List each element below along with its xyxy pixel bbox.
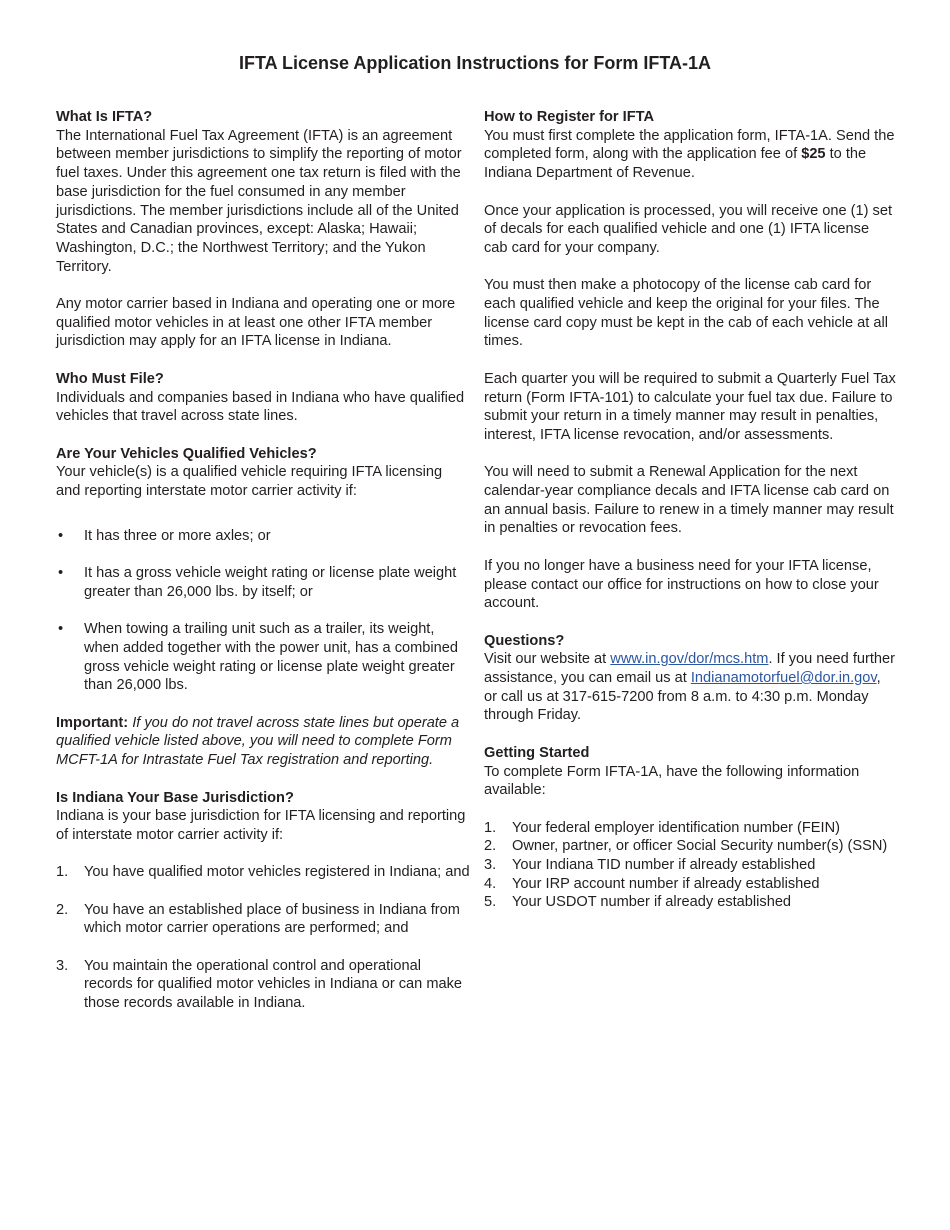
list-item: 5. Your USDOT number if already established [484,894,792,911]
paragraph-who-must-file: Individuals and companies based in Indiana who have qualified vehicles that travel across state lines. [56,389,465,425]
list-item: • It has a gross vehicle weight rating or license plate weight greater than 26,000 lbs. by itself; or [58,565,457,600]
heading-what-is-ifta: What Is IFTA? [56,109,153,125]
section-how-to-register [484,108,896,613]
paragraph-cab-card: You must then make a photocopy of the license cab card for each qualified vehicle and keep the original for your files. The license card copy must be kept in the cab of each vehicle at all times. [484,277,888,350]
heading-who-must-file: Who Must File? [56,370,164,387]
paragraph-contact: Visit our website at www.in.gov/dor/mcs.htm. If you need further assistance, you can email us at Indianamotorfuel@dor.in.gov, or call us at 317-615-7200 from 8 a.m. to 4:30 p.m. Monday through Friday. [484,651,895,724]
paragraph-base-intro: Indiana is your base jurisdiction for IFTA licensing and reporting of interstate motor carrier activity if: [56,808,466,843]
list-item: • When towing a trailing unit such as a trailer, its weight, when added together with the power unit, has a combined gross vehicle weight rating or license plate weight greater than 26,000 lbs. [58,621,459,694]
paragraph-renewal: You will need to submit a Renewal Application for the next calendar-year compliance decals and IFTA license cab card on an annual basis. Failure to renew in a timely manner may result in penalties or revocation fees. [484,464,894,537]
paragraph-qualified-intro: Your vehicle(s) is a qualified vehicle requiring IFTA licensing and reporting interstate motor carrier activity if: [56,464,443,500]
list-item: 3. You maintain the operational control and operational records for qualified motor vehicles in Indiana or can make those records available in Indiana. [56,957,463,1012]
paragraph-decals: Once your application is processed, you will receive one (1) set of decals for each qualified vehicle and one (1) IFTA license cab card for your company. [484,202,893,256]
paragraph-ifta-definition: The International Fuel Tax Agreement (IFTA) is an agreement between member jurisdictions to simplify the reporting of motor fuel taxes. Under this agreement one tax return is filed with the base jurisdiction for the fuel consumed in any member jurisdictions. The member jurisdictions include all of the United States and Canadian provinces, except: Alaska; Hawaii; Washington, D.C.; the Northwest Territory; and the Yukon Territory. [56,127,462,275]
list-item: 1. Your federal employer identification number (FEIN) [484,819,840,836]
list-item: 4. Your IRP account number if already established [484,875,820,892]
heading-questions: Questions? [484,632,565,649]
list-item: 2. Owner, partner, or officer Social Security number(s) (SSN) [484,838,888,855]
section-base-jurisdiction [56,789,470,1013]
section-questions [484,632,896,726]
right-column [484,108,896,931]
list-item: 1. You have qualified motor vehicles registered in Indiana; and [56,864,470,881]
heading-getting-started: Getting Started [484,744,590,761]
important-text: If you do not travel across state lines but operate a qualified vehicle listed above, you will need to complete Form MCFT-1A for Intrastate Fuel Tax registration and reporting. [56,714,460,769]
heading-qualified-vehicles: Are Your Vehicles Qualified Vehicles? [56,445,317,462]
bullet-icon: • [58,621,64,638]
website-link[interactable]: www.in.gov/dor/mcs.htm [610,651,769,668]
section-qualified-vehicles [56,445,470,695]
paragraph-quarterly-return: Each quarter you will be required to submit a Quarterly Fuel Tax return (Form IFTA-101) to calculate your fuel tax due. Failure to submit your return in a timely manner may result in penalties, interest, IFTA license revocation, and/or assessments. [484,370,896,443]
heading-how-to-register: How to Register for IFTA [484,109,654,125]
page-title: IFTA License Application Instructions for Form IFTA-1A [238,53,712,73]
section-who-must-file [56,370,470,426]
bullet-icon: • [58,527,64,544]
application-fee: $25 [801,146,826,163]
paragraph-register-form: You must first complete the application form, IFTA-1A. Send the completed form, along with the application fee of $25 to the Indiana Department of Revenue. [484,127,895,182]
email-link[interactable]: Indianamotorfuel@dor.in.gov [690,670,877,686]
qualified-criteria-list [56,527,470,695]
paragraph-getting-started: To complete Form IFTA-1A, have the following information available: [484,763,860,799]
heading-base-jurisdiction: Is Indiana Your Base Jurisdiction? [56,789,294,806]
list-item: 2. You have an established place of business in Indiana from which motor carrier operations are performed; and [56,901,460,937]
list-item: 3. Your Indiana TID number if already established [484,857,816,873]
bullet-icon: • [58,565,64,582]
section-getting-started [484,744,896,912]
left-column [56,108,470,1032]
list-item: • It has three or more axles; or [58,527,271,544]
important-note [56,714,470,770]
required-info-list [484,819,896,913]
paragraph-close-account: If you no longer have a business need for your IFTA license, please contact our office for instructions on how to close your account. [484,557,879,612]
important-label: Important: [56,714,129,731]
paragraph-ifta-eligibility: Any motor carrier based in Indiana and operating one or more qualified motor vehicles in at least one other IFTA member jurisdiction may apply for an IFTA license in Indiana. [56,296,456,350]
base-criteria-list [56,863,470,1013]
section-what-is-ifta [56,108,470,351]
